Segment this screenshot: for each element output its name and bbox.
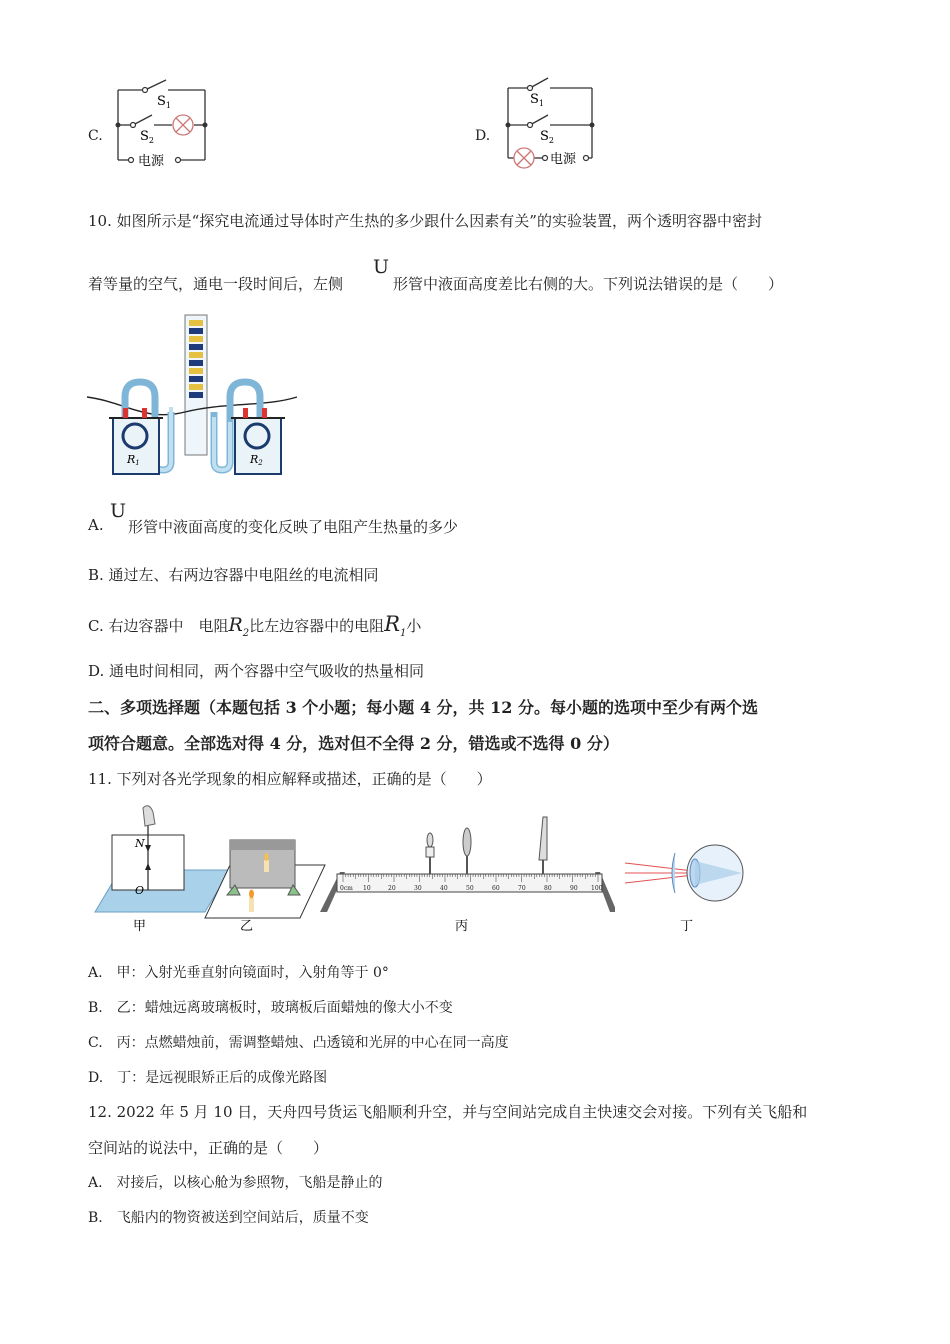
- q12-option-a: A. 对接后，以核心舱为参照物，飞船是静止的: [88, 1175, 383, 1191]
- r2-label: R2: [250, 453, 263, 467]
- q10-stem-line2a: 着等量的空气，通电一段时间后，左侧: [88, 275, 344, 293]
- power-source-label: 电源: [550, 152, 577, 167]
- option-d-label: D.: [475, 128, 491, 144]
- incidence-point-label: O: [135, 884, 145, 897]
- q10-option-a-label: A.: [88, 516, 104, 534]
- figure-label-bing: 丙: [455, 919, 469, 934]
- q10-option-b: B. 通过左、右两边容器中电阻丝的电流相同: [88, 566, 379, 584]
- switch-s1-label: $S_1$: [157, 94, 171, 110]
- figure-yi-plane-mirror: [200, 820, 330, 935]
- figure-label-yi: 乙: [240, 919, 254, 934]
- q10-option-d: D. 通电时间相同，两个容器中空气吸收的热量相同: [88, 662, 425, 680]
- q12-stem-line1: 12. 2022 年 5 月 10 日，天舟四号货运飞船顺利升空，并与空间站完成自主快速交会对接。下列有关飞船和: [88, 1103, 808, 1121]
- joule-heat-apparatus-figure: [85, 312, 300, 477]
- u-tube-symbol: U: [373, 256, 390, 278]
- q11-option-d: D. 丁：是远视眼矫正后的成像光路图: [88, 1070, 328, 1086]
- q12-option-b: B. 飞船内的物资被送到空间站后，质量不变: [88, 1210, 369, 1226]
- switch-s2-label: $S_2$: [140, 129, 154, 145]
- q10-option-a-text: 形管中液面高度的变化反映了电阻产生热量的多少: [128, 518, 459, 536]
- figure-label-ding: 丁: [680, 919, 694, 934]
- switch-s2-label: $S_2$: [540, 129, 554, 145]
- q11-option-c: C. 丙：点燃蜡烛前，需调整蜡烛、凸透镜和光屏的中心在同一高度: [88, 1035, 509, 1051]
- section-2-heading-line1: 二、多项选择题（本题包括 3 个小题；每小题 4 分，共 12 分。每小题的选项中至少有两个选: [88, 698, 758, 717]
- q11-option-a: A. 甲：入射光垂直射向镜面时，入射角等于 0°: [88, 965, 389, 981]
- circuit-diagram-c: [100, 70, 220, 175]
- normal-line-label: N: [135, 837, 145, 850]
- q10-stem-line2b: 形管中液面高度差比右侧的大。下列说法错误的是（ ）: [393, 275, 784, 293]
- q11-option-b: B. 乙：蜡烛远离玻璃板时，玻璃板后面蜡烛的像大小不变: [88, 1000, 453, 1016]
- figure-bing-optical-bench: [315, 812, 615, 937]
- q10-option-c: C. 右边容器中 电阻$R_2$比左边容器中的电阻$R_1$小: [88, 612, 422, 640]
- u-tube-symbol: U: [110, 500, 127, 522]
- q12-stem-line2: 空间站的说法中，正确的是（ ）: [88, 1139, 329, 1157]
- q10-stem-line1: 10. 如图所示是“探究电流通过导体时产生热的多少跟什么因素有关”的实验装置，两个透明容器中密封: [88, 212, 762, 230]
- section-2-heading-line2: 项符合题意。全部选对得 4 分，选对但不全得 2 分，错选或不选得 0 分）: [88, 734, 619, 753]
- option-c-label: C.: [88, 128, 103, 144]
- power-source-label: 电源: [138, 154, 165, 169]
- figure-ding-eye-diagram: [620, 825, 755, 937]
- circuit-diagram-d: [490, 70, 610, 175]
- figure-label-jia: 甲: [133, 919, 147, 934]
- r1-label: R1: [127, 453, 140, 467]
- switch-s1-label: $S_1$: [530, 92, 544, 108]
- q11-stem: 11. 下列对各光学现象的相应解释或描述，正确的是（ ）: [88, 770, 492, 788]
- svg-text:0cm 10 20 30 4: 0cm 10 20 30 40 50 60 70 80 90 100: [340, 885, 603, 892]
